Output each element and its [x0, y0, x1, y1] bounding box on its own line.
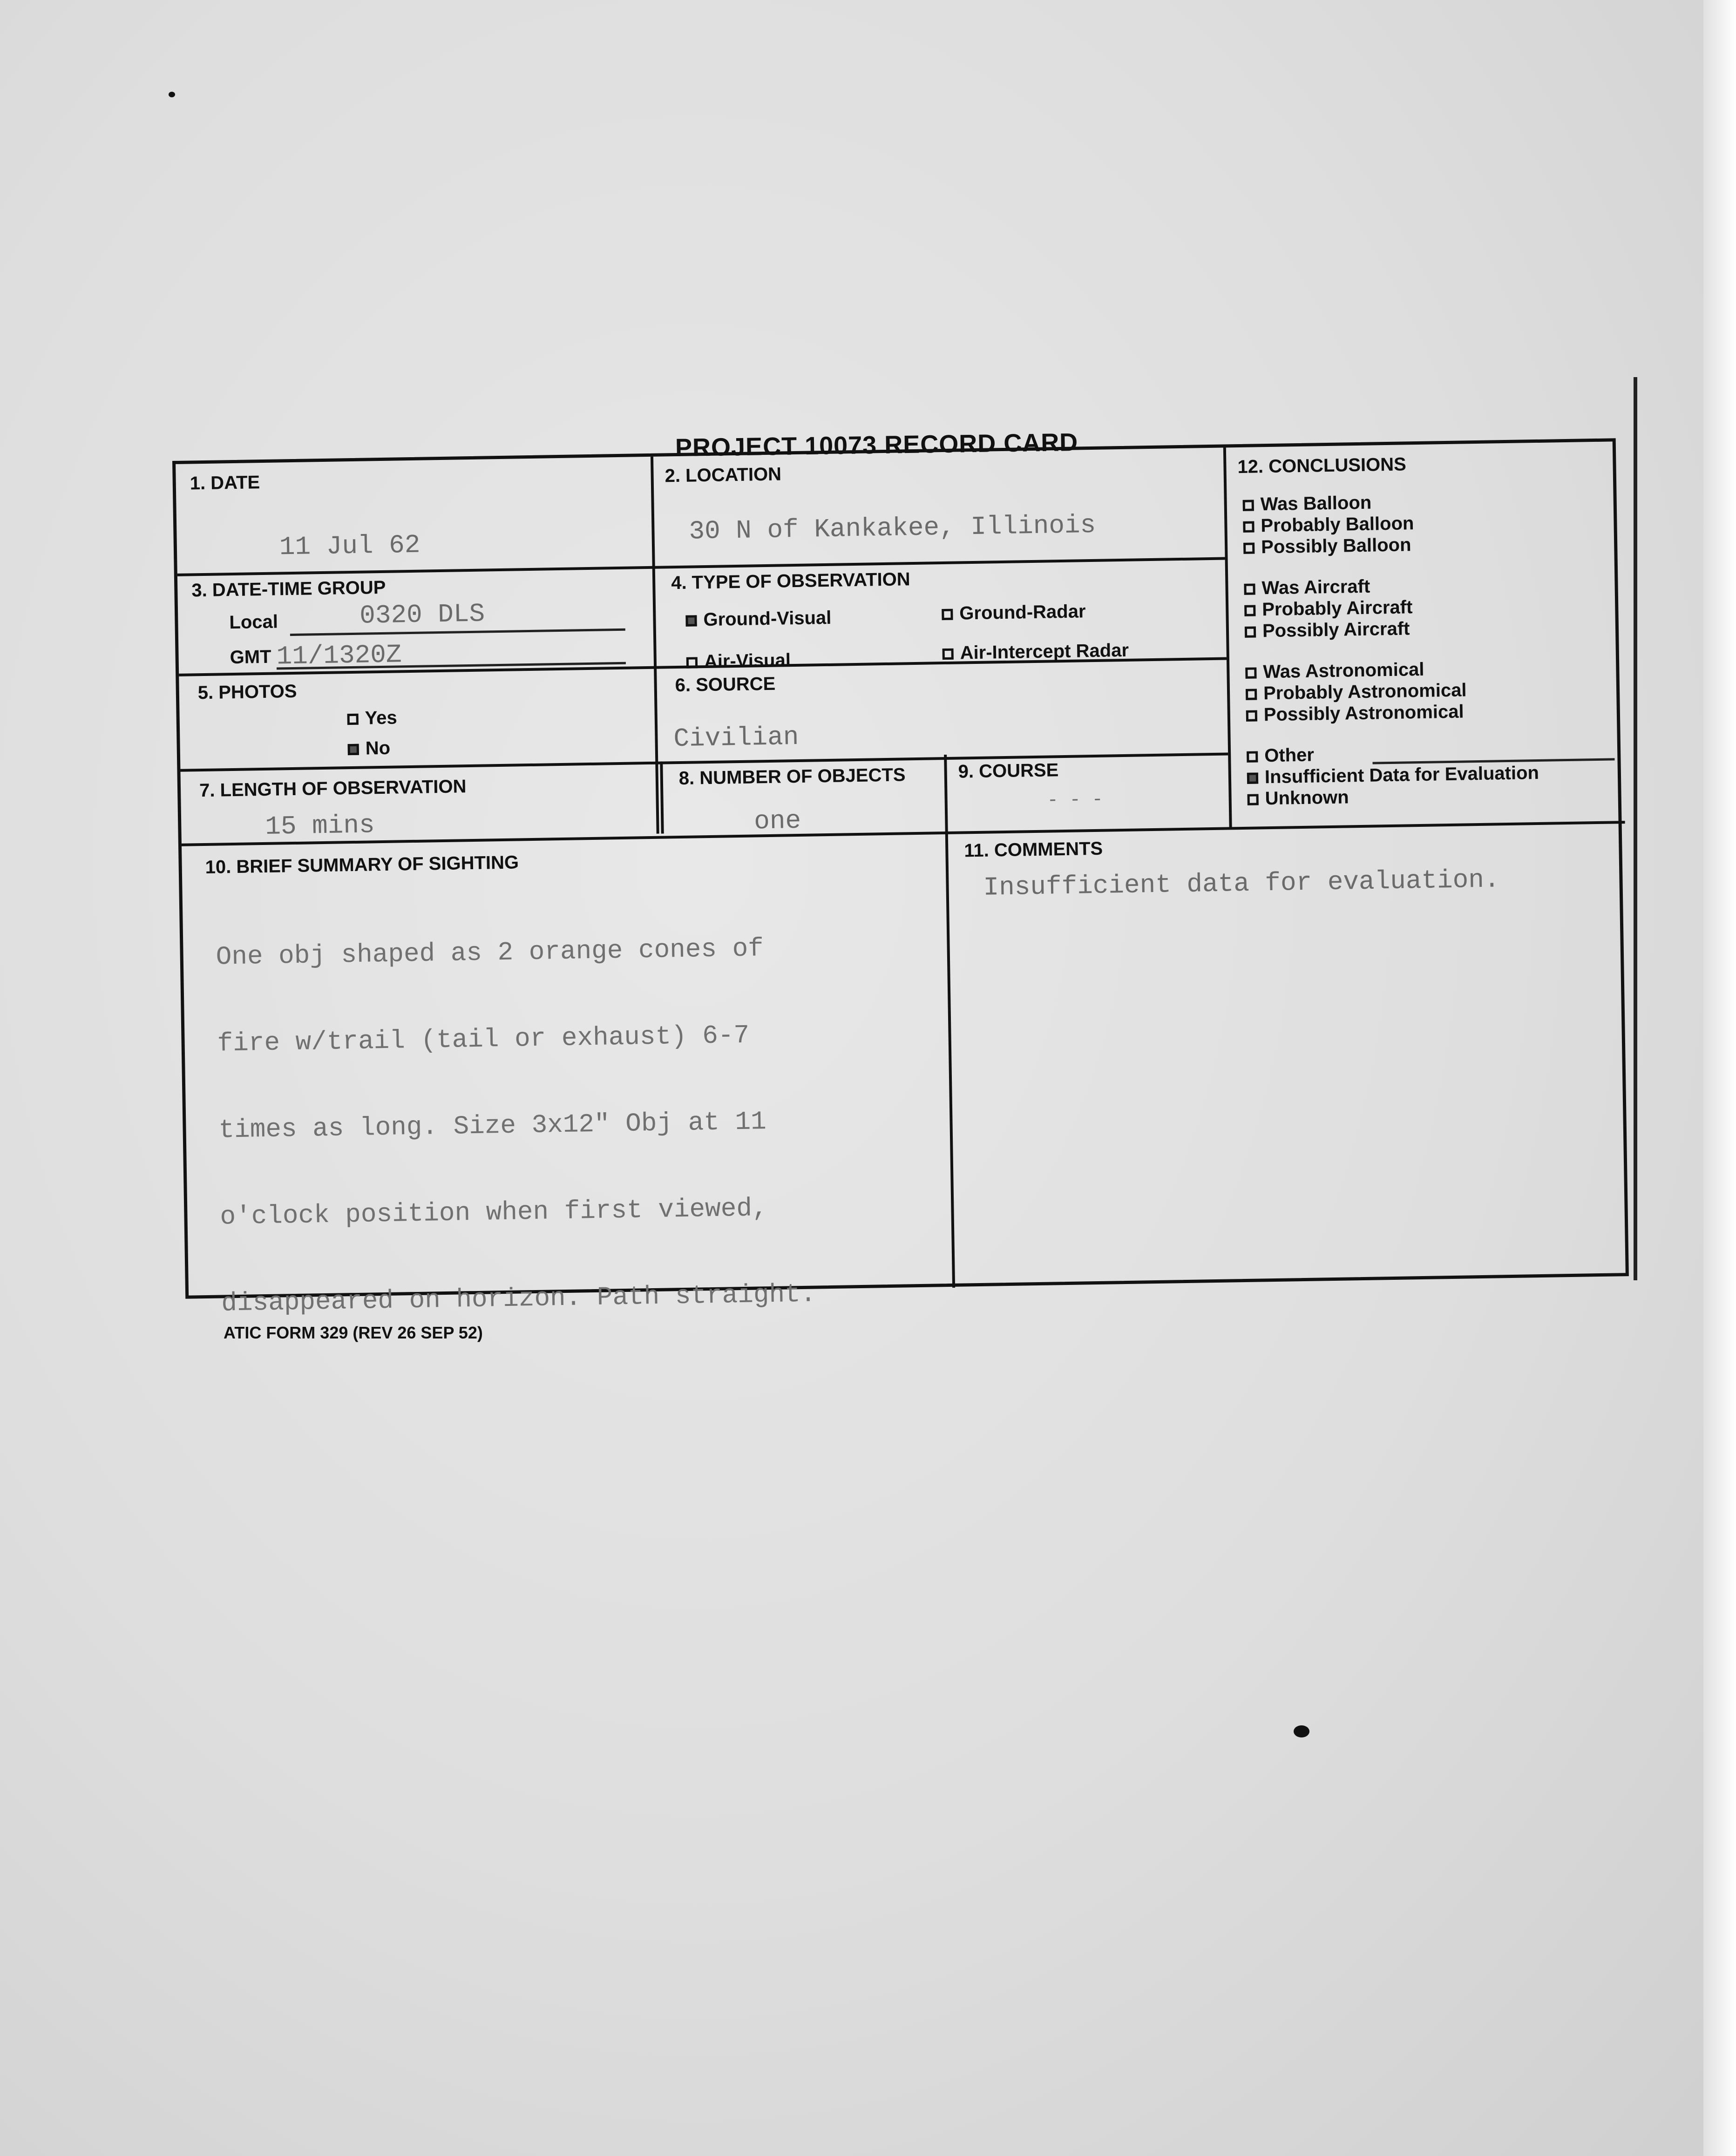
obs-air-intercept-radar[interactable] — [942, 640, 1129, 664]
concl-probably-aircraft[interactable] — [1244, 596, 1413, 621]
row-line-4 — [182, 821, 1625, 846]
col-divider-course — [944, 755, 948, 834]
concl-possibly-balloon[interactable] — [1243, 534, 1411, 558]
photos-yes[interactable] — [347, 707, 397, 729]
length-label: 7. LENGTH OF OBSERVATION — [199, 776, 467, 801]
obs-ground-visual-label: Ground-Visual — [703, 607, 832, 630]
course-value: - - - — [1047, 789, 1104, 811]
concl-was-aircraft-checkbox[interactable] — [1244, 584, 1255, 595]
concl-was-balloon-checkbox[interactable] — [1243, 500, 1254, 511]
obs-air-intercept-radar-label: Air-Intercept Radar — [960, 640, 1129, 663]
obs-air-visual-label: Air-Visual — [704, 650, 791, 672]
obs-ground-radar-label: Ground-Radar — [959, 601, 1086, 624]
obs-air-visual-checkbox[interactable] — [686, 657, 698, 669]
summary-label: 10. BRIEF SUMMARY OF SIGHTING — [205, 852, 519, 878]
summary-line: o'clock position when first viewed, — [220, 1193, 768, 1232]
conclusions-label: 12. CONCLUSIONS — [1237, 454, 1407, 478]
form-id: ATIC FORM 329 (REV 26 SEP 52) — [224, 1323, 483, 1342]
concl-insufficient-data-checkbox[interactable] — [1247, 773, 1258, 784]
concl-probably-astronomical[interactable] — [1246, 679, 1467, 704]
page-edge — [1703, 0, 1736, 2156]
length-value: 15 mins — [264, 810, 375, 842]
dtg-local-line — [290, 629, 625, 636]
concl-was-astronomical-checkbox[interactable] — [1245, 668, 1256, 679]
comments-value: Insufficient data for evaluation. — [983, 865, 1500, 903]
concl-was-aircraft[interactable] — [1244, 576, 1370, 599]
photos-no-checkbox[interactable] — [348, 744, 359, 755]
photos-no-label: No — [365, 737, 391, 759]
photos-label: 5. PHOTOS — [197, 681, 297, 703]
dtg-gmt-label: GMT — [230, 646, 271, 668]
concl-insufficient-data[interactable] — [1247, 762, 1539, 788]
concl-insufficient-data-label: Insufficient Data for Evaluation — [1264, 762, 1539, 788]
location-label: 2. LOCATION — [665, 464, 782, 487]
dtg-label: 3. DATE-TIME GROUP — [191, 577, 386, 601]
photos-yes-label: Yes — [365, 707, 398, 729]
concl-was-astronomical[interactable] — [1245, 659, 1424, 683]
speck-bottom — [1294, 1725, 1309, 1737]
concl-unknown-label: Unknown — [1265, 787, 1349, 809]
obs-ground-visual-checkbox[interactable] — [685, 615, 697, 627]
summary-line: times as long. Size 3x12" Obj at 11 — [218, 1107, 767, 1145]
summary-line: disappeared on horizon. Path straight. — [221, 1279, 816, 1318]
concl-unknown-checkbox[interactable] — [1248, 794, 1259, 805]
record-card — [172, 438, 1653, 1322]
course-label: 9. COURSE — [958, 760, 1059, 782]
speck-top-left — [169, 92, 175, 97]
dtg-gmt-value: 11/1320Z — [276, 640, 402, 672]
source-value: Civilian — [673, 722, 799, 754]
card-border — [172, 438, 1629, 1318]
concl-other-checkbox[interactable] — [1247, 751, 1258, 763]
concl-other[interactable] — [1247, 744, 1314, 767]
obs-ground-radar-checkbox[interactable] — [942, 609, 953, 620]
dtg-local-label: Local — [229, 611, 278, 633]
concl-probably-astronomical-checkbox[interactable] — [1246, 689, 1257, 700]
date-value: 11 Jul 62 — [279, 530, 420, 562]
concl-was-balloon[interactable] — [1242, 492, 1371, 515]
obs-ground-radar[interactable] — [942, 601, 1086, 624]
obs-type-label: 4. TYPE OF OBSERVATION — [671, 569, 910, 594]
source-label: 6. SOURCE — [675, 673, 776, 696]
concl-possibly-aircraft[interactable] — [1245, 618, 1410, 642]
photos-yes-checkbox[interactable] — [347, 714, 359, 725]
concl-possibly-astronomical[interactable] — [1246, 701, 1464, 726]
obs-air-intercept-radar-checkbox[interactable] — [943, 649, 954, 660]
concl-possibly-astronomical-checkbox[interactable] — [1246, 710, 1257, 722]
objects-label: 8. NUMBER OF OBJECTS — [678, 764, 906, 789]
col-divider-left-lower — [660, 762, 664, 834]
concl-probably-balloon-label: Probably Balloon — [1261, 513, 1414, 536]
summary-line: fire w/trail (tail or exhaust) 6-7 — [217, 1020, 750, 1059]
objects-value: one — [753, 805, 801, 837]
concl-probably-balloon-checkbox[interactable] — [1243, 521, 1254, 533]
col-divider-2 — [1223, 447, 1232, 829]
col-divider-summary — [945, 834, 955, 1288]
summary-line: One obj shaped as 2 orange cones of — [216, 933, 764, 972]
concl-was-balloon-label: Was Balloon — [1260, 492, 1372, 515]
concl-probably-astronomical-label: Probably Astronomical — [1263, 680, 1467, 704]
concl-was-astronomical-label: Was Astronomical — [1263, 659, 1424, 683]
dtg-local-value: 0320 DLS — [359, 599, 485, 631]
summary-text — [215, 876, 817, 1376]
concl-probably-balloon[interactable] — [1243, 513, 1414, 537]
location-value: 30 N of Kankakee, Illinois — [689, 510, 1096, 547]
concl-possibly-aircraft-checkbox[interactable] — [1245, 627, 1256, 638]
photos-no[interactable] — [347, 738, 390, 759]
concl-probably-aircraft-checkbox[interactable] — [1244, 605, 1255, 616]
concl-probably-aircraft-label: Probably Aircraft — [1261, 597, 1413, 620]
concl-was-aircraft-label: Was Aircraft — [1261, 576, 1370, 599]
card-title: PROJECT 10073 RECORD CARD — [675, 428, 1078, 462]
obs-air-visual[interactable] — [686, 650, 791, 673]
obs-ground-visual[interactable] — [685, 608, 832, 631]
col-divider-1 — [651, 457, 659, 834]
concl-possibly-balloon-checkbox[interactable] — [1243, 543, 1255, 554]
concl-other-label: Other — [1264, 744, 1315, 766]
comments-label: 11. COMMENTS — [964, 838, 1103, 861]
concl-unknown[interactable] — [1247, 786, 1349, 809]
concl-possibly-aircraft-label: Possibly Aircraft — [1262, 618, 1410, 642]
date-label: 1. DATE — [190, 472, 260, 494]
concl-possibly-balloon-label: Possibly Balloon — [1261, 534, 1411, 558]
concl-possibly-astronomical-label: Possibly Astronomical — [1263, 701, 1464, 725]
